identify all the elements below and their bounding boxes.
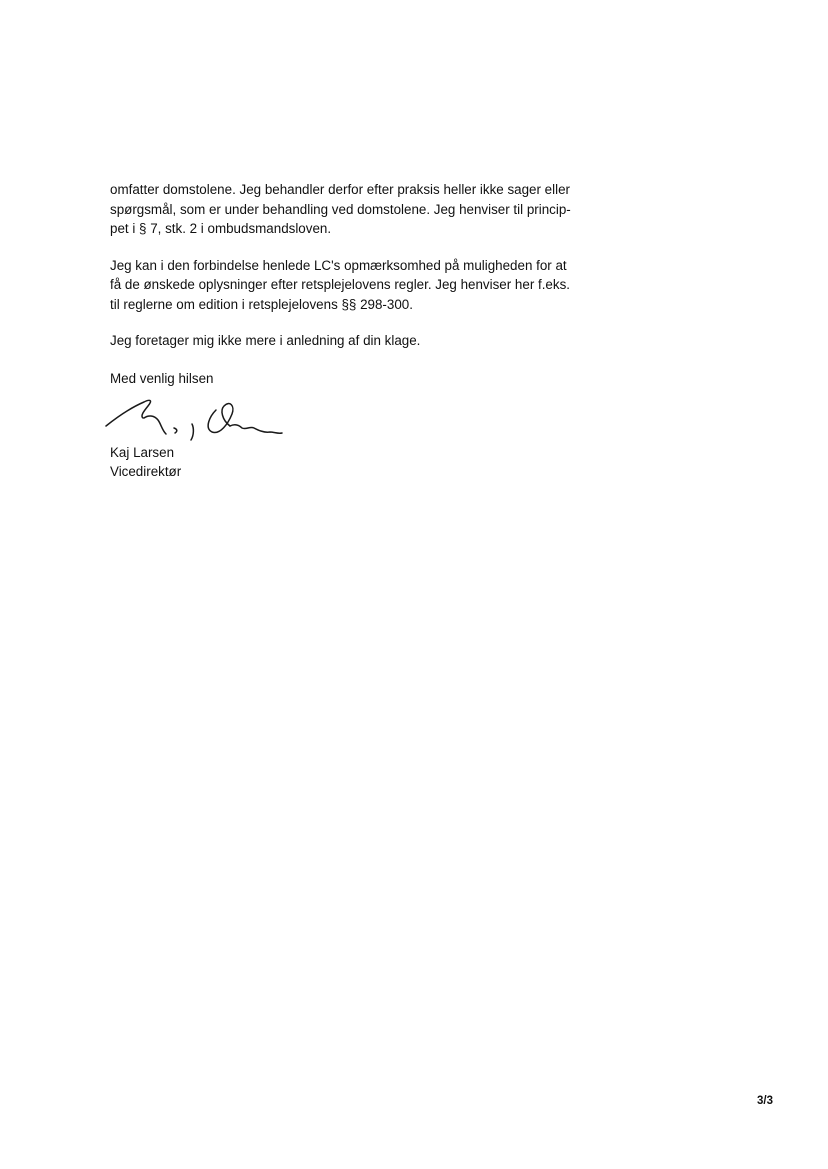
- signer-name: Kaj Larsen: [110, 445, 175, 460]
- closing-salutation: Med venlig hilsen: [110, 371, 214, 386]
- signer-block: [110, 443, 181, 481]
- text-line: få de ønskede oplysninger efter retsplejelovens regler. Jeg henviser her f.eks.: [110, 277, 570, 292]
- text-line: til reglerne om edition i retsplejelovens §§ 298-300.: [110, 296, 413, 312]
- paragraph-edition: [110, 256, 590, 315]
- text-line: spørgsmål, som er under behandling ved domstolene. Jeg henviser til princip-: [110, 201, 571, 217]
- paragraph-conclusion: [110, 331, 590, 351]
- text-line: Jeg kan i den forbindelse henlede LC's opmærksomhed på muligheden for at: [110, 257, 567, 273]
- paragraph-courts: [110, 180, 590, 239]
- text-line: pet i § 7, stk. 2 i ombudsmandsloven.: [110, 221, 332, 236]
- page-number: 3/3: [757, 1095, 773, 1107]
- handwritten-signature: [104, 388, 284, 444]
- letter-body: [110, 180, 590, 368]
- text-line: Jeg foretager mig ikke mere i anledning af din klage.: [110, 333, 421, 348]
- text-line: omfatter domstolene. Jeg behandler derfor efter praksis heller ikke sager eller: [110, 182, 570, 197]
- signer-title: Vicedirektør: [110, 464, 182, 479]
